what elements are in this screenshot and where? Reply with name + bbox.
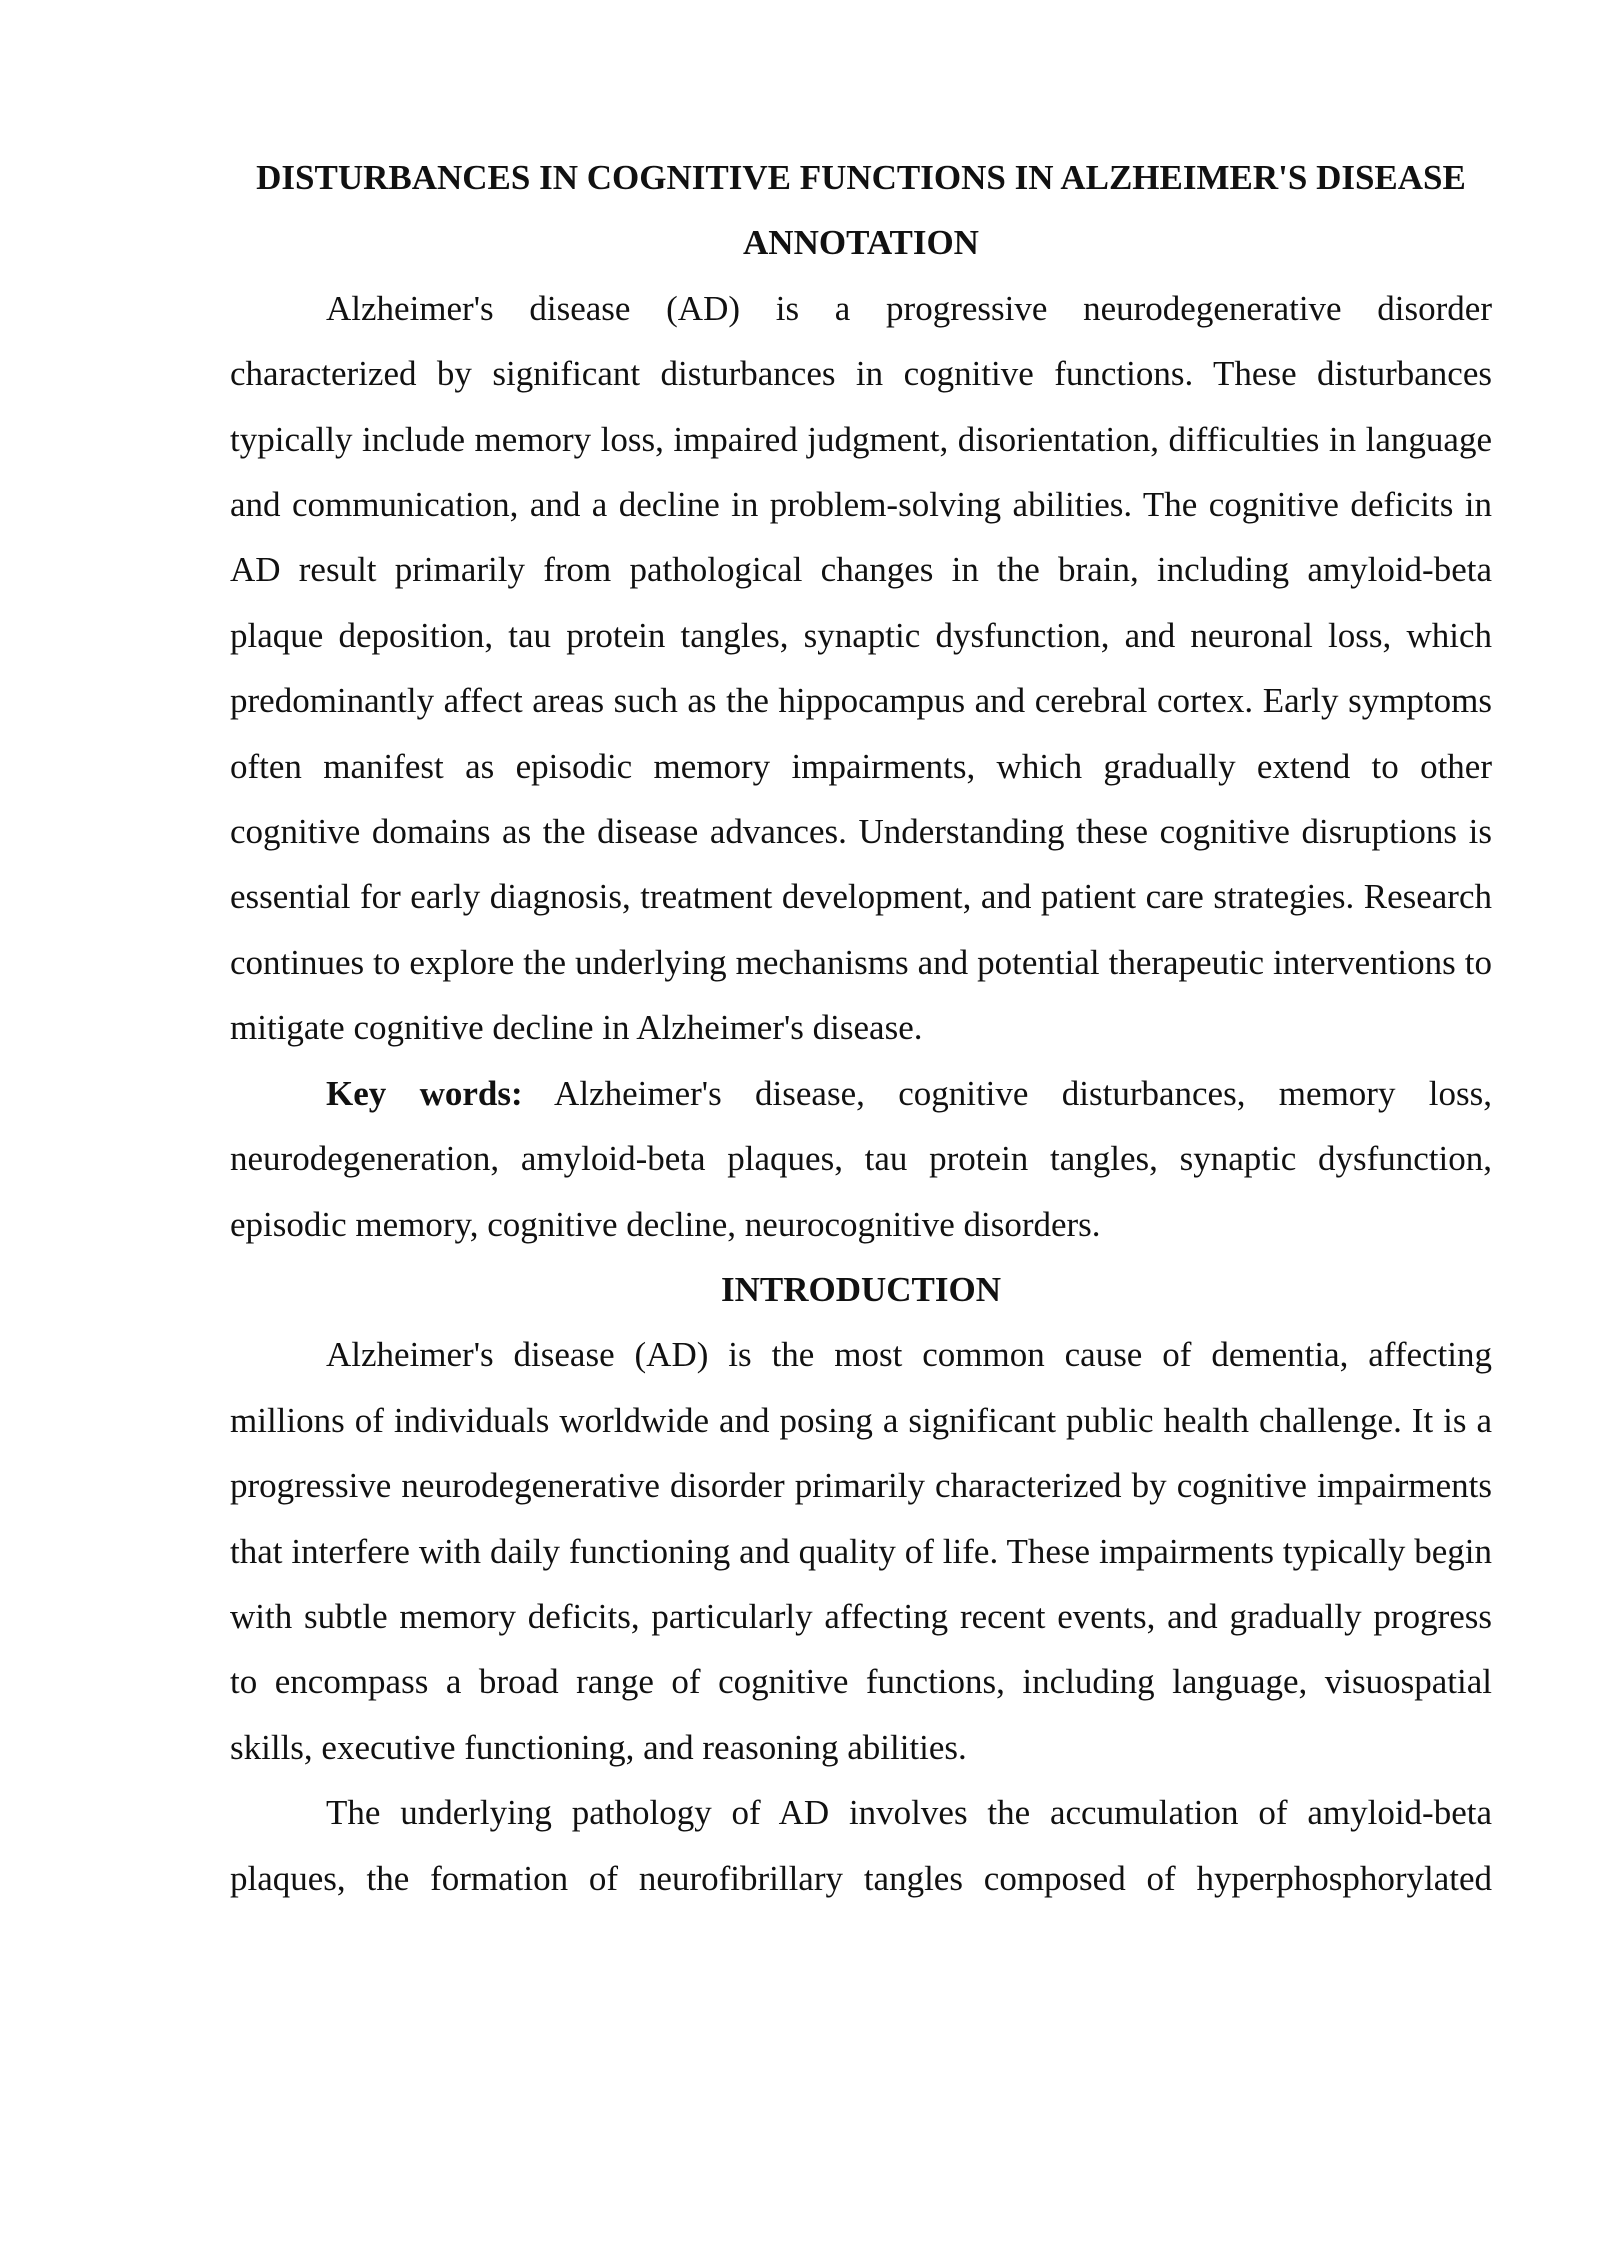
paper-title: DISTURBANCES IN COGNITIVE FUNCTIONS IN ALZHEIMER'S DISEASE: [256, 158, 1466, 197]
annotation-paragraph: Alzheimer's disease (AD) is a progressive neurodegenerative disorder characterized by significant disturbances in cognitive functions. These disturbances typically include memory loss, impaired judgment, disorientation, difficulties in language and communication, and a decline in problem-solving abilities. The cognitive deficits in AD result primarily from pathological changes in the brain, including amyloid-beta plaque deposition, tau protein tangles, synaptic dysfunction, and neuronal loss, which predominantly affect areas such as the hippocampus and cerebral cortex. Early symptoms often manifest as episodic memory impairments, which gradually extend to other cognitive domains as the disease advances. Understanding these cognitive disruptions is essential for early diagnosis, treatment development, and patient care strategies. Research continues to explore the underlying mechanisms and potential therapeutic interventions to mitigate cognitive decline in Alzheimer's disease.: [230, 288, 1492, 1048]
keywords-label: Key words:: [326, 1073, 523, 1113]
keywords-paragraph: [230, 1061, 1492, 1257]
document-page: [230, 145, 1492, 1911]
annotation-heading: ANNOTATION: [743, 223, 979, 263]
keywords-text: Alzheimer's disease, cognitive disturbances, memory loss, neurodegeneration, amyloid-beta plaques, tau protein tangles, synaptic dysfunction, episodic memory, cognitive decline, neurocognitive disorders.: [230, 1073, 1492, 1244]
introduction-heading: INTRODUCTION: [720, 1269, 1002, 1309]
introduction-paragraph-2: The underlying pathology of AD involves the accumulation of amyloid-beta plaques, the formation of neurofibrillary tangles composed of hyperphosphorylated: [230, 1793, 1492, 1898]
introduction-paragraph-1: Alzheimer's disease (AD) is the most common cause of dementia, affecting millions of individuals worldwide and posing a significant public health challenge. It is a progressive neurodegenerative disorder primarily characterized by cognitive impairments that interfere with daily functioning and quality of life. These impairments typically begin with subtle memory deficits, particularly affecting recent events, and gradually progress to encompass a broad range of cognitive functions, including language, visuospatial skills, executive functioning, and reasoning abilities.: [230, 1335, 1492, 1767]
